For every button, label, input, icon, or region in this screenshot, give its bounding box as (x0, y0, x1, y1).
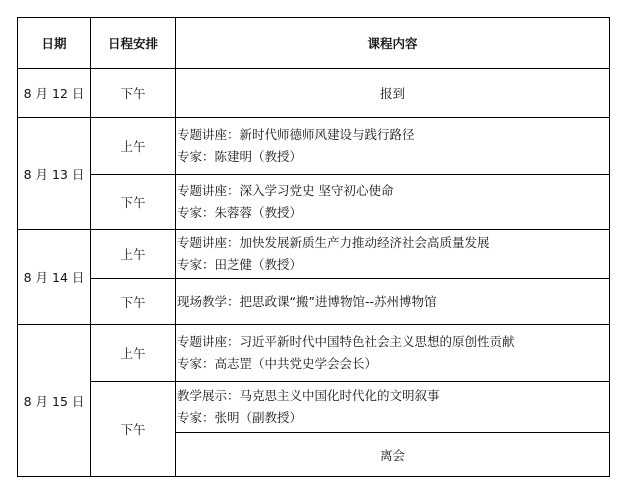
date-cell: 8 月 13 日 (18, 118, 91, 230)
content-cell (176, 230, 610, 279)
session-title: 专题讲座：深入学习党史 坚守初心使命 (177, 183, 394, 198)
header-row (18, 18, 610, 69)
header-date: 日期 (18, 18, 91, 69)
table-row (18, 118, 610, 175)
slot-cell: 下午 (91, 279, 176, 325)
header-content: 课程内容 (176, 18, 610, 69)
schedule-table (17, 17, 610, 477)
table-row (18, 69, 610, 118)
session-title: 现场教学：把思政课“搬”进博物馆--苏州博物馆 (177, 293, 437, 309)
session-title: 专题讲座：新时代师德师风建设与践行路径 (177, 127, 415, 142)
date-cell: 8 月 12 日 (18, 69, 91, 118)
slot-cell: 上午 (91, 230, 176, 279)
content-cell (176, 325, 610, 382)
session-title: 专题讲座：加快发展新质生产力推动经济社会高质量发展 (177, 235, 490, 250)
date-cell: 8 月 14 日 (18, 230, 91, 325)
slot-cell: 上午 (91, 118, 176, 175)
session-speaker: 专家：朱蓉蓉（教授） (177, 205, 303, 220)
content-cell: 离会 (176, 433, 610, 477)
table-row (18, 325, 610, 382)
table-row (18, 175, 610, 230)
content-cell (176, 382, 610, 433)
session-speaker: 专家：高志罡（中共党史学会会长） (177, 356, 378, 371)
date-cell: 8 月 15 日 (18, 325, 91, 477)
content-cell (176, 175, 610, 230)
session-title: 专题讲座：习近平新时代中国特色社会主义思想的原创性贡献 (177, 334, 515, 349)
slot-cell: 下午 (91, 382, 176, 477)
header-slot: 日程安排 (91, 18, 176, 69)
content-cell (176, 279, 610, 325)
session-speaker: 专家：田芝健（教授） (177, 257, 303, 272)
table-row (18, 230, 610, 279)
session-title: 教学展示：马克思主义中国化时代化的文明叙事 (177, 388, 440, 403)
slot-cell: 下午 (91, 69, 176, 118)
session-speaker: 专家：张明（副教授） (177, 410, 303, 425)
slot-cell: 下午 (91, 175, 176, 230)
table-row (18, 382, 610, 433)
session-speaker: 专家：陈建明（教授） (177, 149, 303, 164)
content-cell (176, 118, 610, 175)
table-row (18, 279, 610, 325)
content-cell: 报到 (176, 69, 610, 118)
slot-cell: 上午 (91, 325, 176, 382)
